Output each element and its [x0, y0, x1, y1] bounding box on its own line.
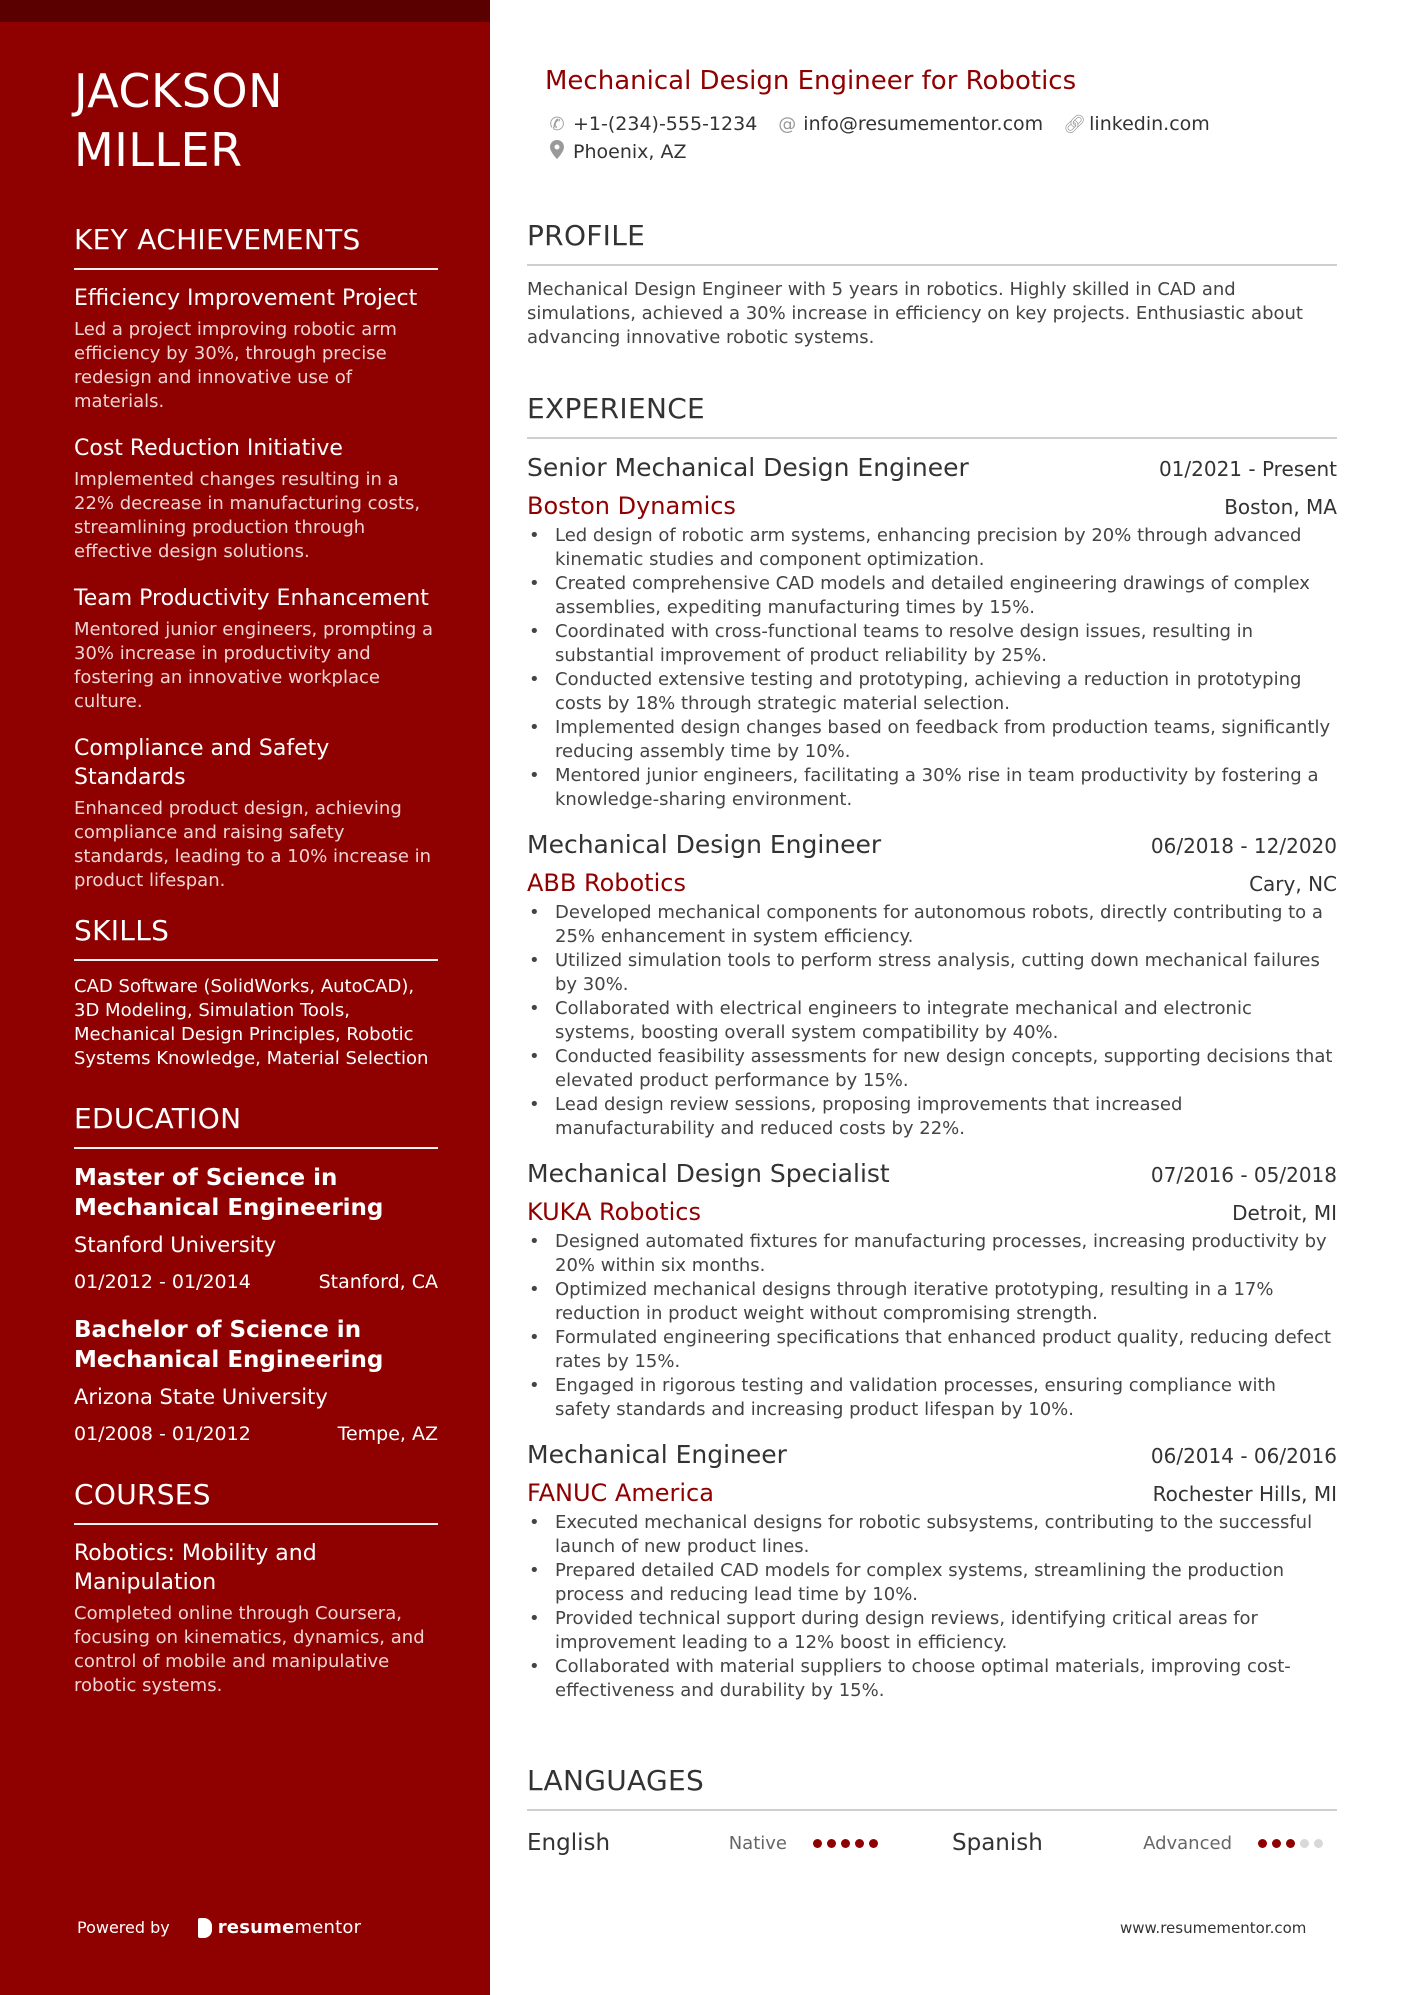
bullet-item: • Designed automated fixtures for manufacturing processes, increasing productivity by 20% within six months.: [527, 1230, 1337, 1278]
experience-dates: 01/2021 - Present: [1158, 457, 1337, 481]
sidebar: [0, 0, 490, 1995]
language-level: Native: [728, 1832, 787, 1854]
location-text: Phoenix, AZ: [573, 141, 687, 163]
divider: [527, 437, 1337, 439]
phone-icon: ✆: [549, 113, 565, 135]
candidate-name: [74, 62, 438, 180]
achievement-item: [74, 734, 438, 893]
education-dates: 01/2012 - 01/2014: [74, 1271, 251, 1293]
map-pin-svg: [550, 140, 564, 159]
rating-dot-filled: [841, 1839, 850, 1848]
contact-phone[interactable]: [547, 113, 757, 135]
education-meta: [74, 1421, 438, 1447]
language-item: [527, 1830, 952, 1856]
experience-bullets: [527, 901, 1337, 1141]
rating-dot-filled: [855, 1839, 864, 1848]
experience-company: KUKA Robotics: [527, 1198, 701, 1226]
achievements-list: [74, 284, 438, 893]
powered-by: [77, 1917, 361, 1938]
education-location: Tempe, AZ: [337, 1423, 438, 1445]
bullet-item: • Conducted extensive testing and prototyping, achieving a reduction in prototyping costs by 18% through strategic material selection.: [527, 668, 1337, 716]
experience-company: FANUC America: [527, 1479, 714, 1507]
experience-location: Rochester Hills, MI: [1152, 1482, 1337, 1506]
rating-dot-filled: [869, 1839, 878, 1848]
experience-subheader: [527, 1477, 1337, 1509]
education-school: Arizona State University: [74, 1385, 328, 1409]
achievement-desc: Led a project improving robotic arm efficiency by 30%, through precise redesign and innovative use of materials.: [74, 319, 397, 412]
profile-heading: PROFILE: [527, 219, 646, 252]
skills-section: [74, 913, 438, 1071]
bullet-item: • Executed mechanical designs for robotic subsystems, contributing to the successful launch of new product lines.: [527, 1511, 1337, 1559]
experience-location: Boston, MA: [1224, 495, 1337, 519]
language-name: English: [527, 1830, 611, 1856]
achievement-title: Compliance and Safety Standards: [74, 736, 330, 790]
linkedin-text: linkedin.com: [1089, 113, 1210, 135]
education-degree: Master of Science in Mechanical Engineering: [74, 1165, 384, 1221]
experience-item: [527, 1157, 1337, 1422]
experience-role: Mechanical Engineer: [527, 1440, 787, 1469]
divider: [74, 959, 438, 961]
language-item: [952, 1830, 1337, 1856]
resumementor-logo-icon: [198, 1918, 212, 1938]
rating-dot-filled: [1272, 1839, 1281, 1848]
experience-dates: 06/2018 - 12/2020: [1150, 834, 1337, 858]
bullet-item: • Developed mechanical components for autonomous robots, directly contributing to a 25% enhancement in system efficiency.: [527, 901, 1337, 949]
education-list: [74, 1163, 438, 1447]
achievement-desc: Implemented changes resulting in a 22% decrease in manufacturing costs, streamlining production through effective design solutions.: [74, 469, 421, 562]
divider: [74, 268, 438, 270]
rating-dot-filled: [827, 1839, 836, 1848]
bullet-item: • Formulated engineering specifications that enhanced product quality, reducing defect rates by 15%.: [527, 1326, 1337, 1374]
contact-email[interactable]: [777, 113, 1043, 135]
education-heading: EDUCATION: [74, 1102, 242, 1135]
rating-dot-filled: [1286, 1839, 1295, 1848]
achievement-desc: Mentored junior engineers, prompting a 30% increase in productivity and fostering an innovative workplace culture.: [74, 619, 433, 712]
education-dates: 01/2008 - 01/2012: [74, 1423, 251, 1445]
experience-header: [527, 1157, 1337, 1191]
experience-location: Cary, NC: [1249, 872, 1337, 896]
email-text: info@resumementor.com: [803, 113, 1044, 135]
powered-by-label: Powered by: [77, 1918, 170, 1937]
website-link[interactable]: www.resumementor.com: [1120, 1919, 1307, 1937]
courses-section: [74, 1477, 438, 1698]
experience-list: [527, 451, 1337, 1703]
last-name: MILLER: [74, 123, 243, 177]
languages-section: [527, 1763, 1337, 1863]
experience-item: [527, 1438, 1337, 1703]
link-icon: 🔗︎: [1063, 113, 1087, 135]
headline: Mechanical Design Engineer for Robotics: [545, 66, 1077, 96]
divider: [74, 1147, 438, 1149]
education-section: [74, 1101, 438, 1447]
experience-role: Senior Mechanical Design Engineer: [527, 453, 969, 482]
phone-text: +1-(234)-555-1234: [573, 113, 758, 135]
courses-list: [74, 1539, 438, 1698]
experience-item: [527, 451, 1337, 812]
experience-heading: EXPERIENCE: [527, 392, 706, 425]
bullet-item: • Engaged in rigorous testing and validation processes, ensuring compliance with safety standards and increasing product lifespan by 10%.: [527, 1374, 1337, 1422]
achievement-item: [74, 434, 438, 564]
bullet-item: • Optimized mechanical designs through iterative prototyping, resulting in a 17% reduction in product weight without compromising strength.: [527, 1278, 1337, 1326]
divider: [74, 1523, 438, 1525]
achievement-item: [74, 584, 438, 714]
brand-name-light: mentor: [294, 1917, 362, 1938]
languages-list: [527, 1823, 1337, 1863]
education-item: [74, 1315, 438, 1447]
language-rating: [813, 1839, 883, 1848]
bullet-item: • Prepared detailed CAD models for complex systems, streamlining the production process and reducing lead time by 10%.: [527, 1559, 1337, 1607]
bullet-item: • Mentored junior engineers, facilitating a 30% rise in team productivity by fostering a knowledge-sharing environment.: [527, 764, 1337, 812]
experience-section: [527, 391, 1337, 1719]
course-desc: Completed online through Coursera, focusing on kinematics, dynamics, and control of mobile and manipulative robotic systems.: [74, 1603, 425, 1696]
experience-subheader: [527, 490, 1337, 522]
brand-name[interactable]: [218, 1917, 361, 1938]
education-degree: Bachelor of Science in Mechanical Engineering: [74, 1317, 384, 1373]
sidebar-top-bar: [0, 0, 490, 22]
bullet-item: • Led design of robotic arm systems, enhancing precision by 20% through advanced kinematic studies and component optimization.: [527, 524, 1337, 572]
divider: [527, 264, 1337, 266]
map-pin-icon: [547, 140, 567, 164]
skills-text: CAD Software (SolidWorks, AutoCAD), 3D Modeling, Simulation Tools, Mechanical Design Principles, Robotic Systems Knowledge, Material Selection: [74, 976, 429, 1069]
rating-dot-empty: [1314, 1839, 1323, 1848]
experience-header: [527, 451, 1337, 485]
rating-dot-empty: [1300, 1839, 1309, 1848]
achievement-item: [74, 284, 438, 414]
bullet-item: • Collaborated with electrical engineers to integrate mechanical and electronic systems, boosting overall system compatibility by 40%.: [527, 997, 1337, 1045]
bullet-item: • Collaborated with material suppliers to choose optimal materials, improving cost-effectiveness and durability by 15%.: [527, 1655, 1337, 1703]
experience-bullets: [527, 1230, 1337, 1422]
rating-dot-filled: [813, 1839, 822, 1848]
first-name: JACKSON: [74, 64, 284, 118]
bullet-item: • Utilized simulation tools to perform stress analysis, cutting down mechanical failures by 30%.: [527, 949, 1337, 997]
experience-header: [527, 1438, 1337, 1472]
achievement-title: Cost Reduction Initiative: [74, 436, 343, 461]
brand-name-bold: resume: [217, 1917, 295, 1938]
contact-location: [547, 140, 686, 164]
language-rating: [1258, 1839, 1328, 1848]
education-item: [74, 1163, 438, 1295]
experience-subheader: [527, 1196, 1337, 1228]
experience-dates: 07/2016 - 05/2018: [1150, 1163, 1337, 1187]
course-title: Robotics: Mobility and Manipulation: [74, 1541, 317, 1595]
experience-company: ABB Robotics: [527, 869, 686, 897]
experience-dates: 06/2014 - 06/2016: [1150, 1444, 1337, 1468]
profile-section: [527, 218, 1337, 350]
education-meta: [74, 1269, 438, 1295]
experience-role: Mechanical Design Engineer: [527, 830, 882, 859]
achievement-desc: Enhanced product design, achieving compliance and raising safety standards, leading to a 10% increase in product lifespan.: [74, 798, 432, 891]
course-item: [74, 1539, 438, 1698]
experience-bullets: [527, 1511, 1337, 1703]
education-location: Stanford, CA: [318, 1271, 438, 1293]
bullet-item: • Lead design review sessions, proposing improvements that increased manufacturability and reduced costs by 22%.: [527, 1093, 1337, 1141]
experience-item: [527, 828, 1337, 1141]
achievements-heading: KEY ACHIEVEMENTS: [74, 223, 361, 256]
bullet-item: • Conducted feasibility assessments for new design concepts, supporting decisions that elevated product performance by 15%.: [527, 1045, 1337, 1093]
language-name: Spanish: [952, 1830, 1043, 1856]
profile-text: Mechanical Design Engineer with 5 years in robotics. Highly skilled in CAD and simulations, achieved a 30% increase in efficiency on key projects. Enthusiastic about advancing innovative robotic systems.: [527, 279, 1303, 348]
experience-role: Mechanical Design Specialist: [527, 1159, 890, 1188]
bullet-item: • Created comprehensive CAD models and detailed engineering drawings of complex assemblies, expediting manufacturing times by 15%.: [527, 572, 1337, 620]
achievements-section: [74, 222, 438, 893]
bullet-item: • Coordinated with cross-functional teams to resolve design issues, resulting in substantial improvement of product reliability by 25%.: [527, 620, 1337, 668]
skills-heading: SKILLS: [74, 914, 170, 947]
divider: [527, 1809, 1337, 1811]
achievement-title: Team Productivity Enhancement: [74, 586, 429, 611]
achievement-title: Efficiency Improvement Project: [74, 286, 418, 311]
experience-location: Detroit, MI: [1232, 1201, 1337, 1225]
rating-dot-filled: [1258, 1839, 1267, 1848]
experience-header: [527, 828, 1337, 862]
experience-subheader: [527, 867, 1337, 899]
contact-location-row: [547, 140, 706, 164]
at-icon: @: [778, 113, 797, 135]
bullet-item: • Implemented design changes based on feedback from production teams, significantly reducing assembly time by 10%.: [527, 716, 1337, 764]
education-school: Stanford University: [74, 1233, 277, 1257]
experience-company: Boston Dynamics: [527, 492, 736, 520]
contact-linkedin[interactable]: [1063, 113, 1210, 135]
sidebar-content: [74, 62, 438, 1698]
experience-bullets: [527, 524, 1337, 812]
courses-heading: COURSES: [74, 1478, 211, 1511]
bullet-item: • Provided technical support during design reviews, identifying critical areas for improvement leading to a 12% boost in efficiency.: [527, 1607, 1337, 1655]
languages-heading: LANGUAGES: [527, 1764, 705, 1797]
language-level: Advanced: [1143, 1832, 1232, 1854]
contact-row: [547, 113, 1230, 135]
